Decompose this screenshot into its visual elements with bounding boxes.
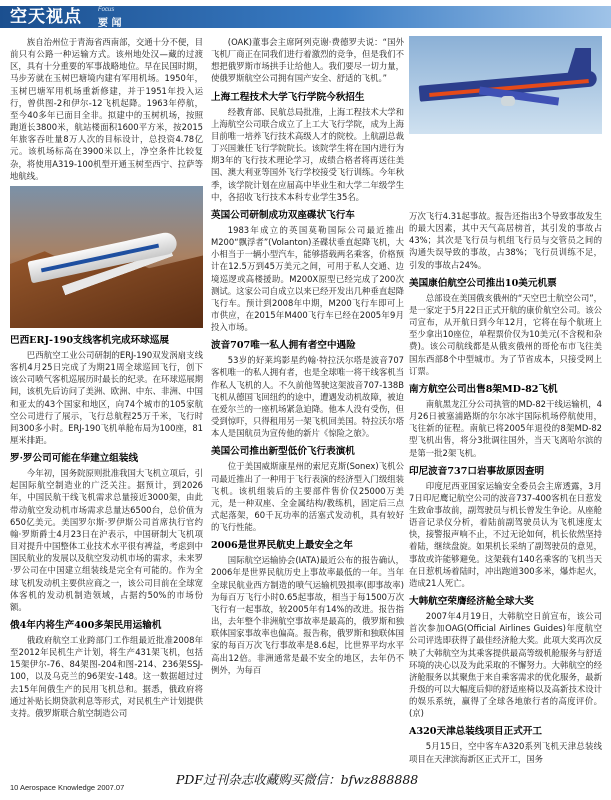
article-body: 经教育部、民航总局批准，上海工程技术大学和上海航空公司联合成立了上工大飞行学院，成为上海目前唯一培养飞行技术高级人才的院校。上航副总裁丁兴国兼任飞行学院院长。该院学生将在国内进行为期3年的飞行技术理论学习，成绩合格者将再送往美国、澳大利亚等国外飞行学校接受飞行训练。今年秋季，该学院计划在应届高中毕业生和大学二年级学生中，各招收飞行技术本科专业学生35名。 xyxy=(211,106,404,202)
article-heading: 巴西ERJ-190支线客机完成环球巡展 xyxy=(10,334,169,346)
article-body: 巴西航空工业公司研制的ERJ-190双发涡扇支线客机4月25日完成了为期21周全球巡回飞行，创下该公司喷气客机巡展历时最长的纪录。在环球巡展期间，该机先后访问了美洲、欧洲、中东、非洲、中国和亚太的43个国家和地区，向74个城市的105家航空公司进行了展示，飞行总航程25万千米，飞行时间300多小时。ERJ-190飞机单舱布局为100座，81厘米排距。 xyxy=(10,349,203,445)
article-heading: A320天津总装线项目正式开工 xyxy=(409,726,543,738)
article-heading: 波音707唯一私人拥有者空中遇险 xyxy=(211,340,356,352)
column-1 xyxy=(10,36,203,719)
article-body: 国际航空运输协会(IATA)最近公布的报告确认，2006年是世界民航历史上事故率最低的一年。当年全球民航业西方制造的喷气运输机毁损率(即事故率)为每百万飞行小时0.65起事故，相当于每1500万次飞行有一起事故，较2005年有14%的改进。报告指出，去年整个非洲航空事故率是最高的，俄罗斯和独联体国家事故率也偏高。报告称，俄罗斯和独联体国家的每百万次飞行事故率是8.6起，比世界平均水平高出12倍。非洲通常是最不安全的地区，去年仍不例外，为每百 xyxy=(211,555,404,675)
article-body: 总部设在美国俄亥俄州的“天空巴士航空公司”，是一家定于5月22日正式开航的康价航空公司。该公司宣布，从开航日到今年12月，它将在每个航班上至少拿出10座位，单程票价仅为10美元(不含税和杂费)。该公司航线都是从俄亥俄州的哥伦布市飞往美国东西部8个中型城市。为了节省成本，只接受网上订票。 xyxy=(409,292,602,376)
article-body: 53岁的好莱坞影星约翰·特拉沃尔塔是波音707客机唯一的私人拥有者，也是全球唯一将干线客机当作私人飞机的人。不久前他驾驶这架波音707-138B飞机从德国飞回纽约的途中，遭遇发动机故障，被迫在爱尔兰的一座机场紧急迫降。他本人没有受伤，但受到惊吓，只得租用另一架飞机回美国。特拉沃尔塔本人是国航员为宣传他的新片《惊险之旅》。 xyxy=(211,355,404,439)
article-heading: 英国公司研制成功双座碟状飞行车 xyxy=(211,209,355,221)
article-continued: 族自治州位于青海省西南部，交通十分不便，目前只有公路一种运输方式。该州地处汉—藏的过渡区，具有十分重要的军事战略地位。早在民国时期，马步芳就在玉树巴塘境内建有军用机场。1950年，玉树巴塘军用机场重新修建，并于1951年投入运行，曾供图-2和伊尔-12飞机起降。1963年停航，至今40多年已面目全非。拟建中的玉树机场，按照跑道长3800米，航站楼面积1600平方米，按2015年旅客吞吐量8万人次的目标设计，总投资4.78亿元。该机场标高在3900米以上，净空条件比较复杂，将使用A319-100机型开通玉树至西宁、拉萨等地航线。 xyxy=(10,37,203,181)
section-header xyxy=(0,0,611,30)
article-heading: 俄4年内将生产400多架民用运输机 xyxy=(10,620,162,631)
erj190-photo xyxy=(10,186,203,328)
column-2 xyxy=(211,36,404,676)
article-body: 2007年4月19日，大韩航空日前宣布，该公司首次参加OAG(Official Airlines Guides)年度航空公司评选即获得了最佳经济舱大奖。此项大奖再次反映了大韩航空为其乘客提供最高等级机舱服务与舒适环境的决心以及为此采取的不懈努力。大韩航空的经济舱服务以其聚焦于来自乘客需求的优化服务，最新升级的可以大幅度后仰的舒适座椅以及高新技术设计的娱乐系统，赢得了全球各地旅行者的高度评价。(京) xyxy=(409,611,602,719)
header-bar xyxy=(0,6,611,28)
article-body: 南航黑龙江分公司执管的MD-82干线运输机，4月26日被塞浦路斯的尔尔冰宇国际机场停航使用，飞往新的征程。南航已将2005年退役的8架MD-82型飞机出售，将分3批调往国外，当天飞离哈尔滨的是第一批2架飞机。 xyxy=(409,398,602,458)
article-heading: 上海工程技术大学飞行学院今秋招生 xyxy=(211,91,365,103)
article-body: 1983年成立的英国莫勒国际公司最近推出M200“飘浮者”(Volanton)圣碟状垂直起降飞机，大小相当于一辆小型汽车，能够搭载两名乘客，价格预计在12.5万到45万美元之间，可用于私人交通、边境巡逻或高楼援助。M200X原型已经完成了200次测试。这家公司自成立以来已经开发出几种垂直起降飞行车。预计到2008年中期，M200飞行车即可上市供应，在2015年M400飞行车已经在2005年9月投入市场。 xyxy=(211,224,404,333)
article-heading: 美国公司推出新型低价飞行表演机 xyxy=(211,446,355,458)
article-heading: 大韩航空荣膺经济舱全球大奖 xyxy=(409,596,534,608)
article-body: 5月15日，空中客车A320系列飞机天津总装线项目在天津滨海新区正式开工，国务 xyxy=(409,741,602,764)
watermark-text: PDF过刊杂志收藏购买微信：bfwz888888 xyxy=(176,772,419,787)
article-continued: (OAK)董事会主席阿列克谢·费德罗夫说：“国外飞机厂商正在同我们进行着激烈的竞争，但是我们不想把俄罗斯市场拱手让给他人。我们要尽一切力量，使俄罗斯航空公司拥有国产安全、舒适的飞机。” xyxy=(211,37,404,84)
airliner-photo xyxy=(409,36,602,134)
column-3 xyxy=(409,210,602,765)
section-subtitle-en: Focus xyxy=(98,7,115,13)
article-heading: 罗·罗公司可能在华建立组装线 xyxy=(10,453,139,465)
article-continued: 万次飞行4.31起事故。报告还指出3个导致事故发生的最大因素，其中天气高居榜首，其引发的事故占43%；其次是飞行员与机组飞行员与交管员之间的沟通失误导致的事故，占38%；飞行员训练不足，引发的事故占24%。 xyxy=(409,211,602,270)
section-title: 空天视点 xyxy=(10,7,82,27)
article-heading: 印尼波音737口岩事故原因查明 xyxy=(409,465,545,477)
article-body: 俄政府航空工业跨部门工作组最近批准2008年至2012年民机生产计划，将生产431架飞机，包括15架伊尔-76、84架图-204和图-214、236架SSJ-100，以及乌克兰的96架安-148。这一数据超过过去15年间俄生产的民用飞机总和。据悉，俄政府将通过补贴长期贷款利息等形式，对民机生产计划提供支持。俄罗斯联合航空制造公司 xyxy=(10,635,203,718)
article-heading: 2006是世界民航史上最安全之年 xyxy=(211,540,353,552)
article-heading: 南方航空公司出售8架MD-82飞机 xyxy=(409,383,558,395)
section-subtitle: 要 闻 xyxy=(98,18,122,29)
article-body: 今年初，国务院原则批准我国大飞机立项后，引起国际航空制造业的广泛关注。据预计，到2026年，中国民航干线飞机需求总量接近3000架，由此带动航空发动机市场需求总量达6500台，总价值为650亿美元。美国罗尔斯·罗伊斯公司首席执行官约翰·罗斯爵士4月23日在沪表示，中国研制大飞机项目对提升中国整体工业技术水平很有裨益，考虑到中国民航业的发展以及航空发动机市场的需求，未来罗·罗公司在中国建立组装线是完全有可能的。作为全球飞机发动机主要供应商之一，该公司目前在全球宽体客机的发动机制造领域，占据约50%的市场份额。 xyxy=(10,468,203,612)
article-body: 位于美国威斯康星州的索尼克斯(Sonex)飞机公司最近推出了一种用于飞行表演的经济型入门级组装飞机。该机组装后的主要部件售价仅25000万美元，是一种双座、全金属结构/教练机，固定后三点式起落架，60千瓦功率的活塞式发动机，具有较好的飞行性能。 xyxy=(211,461,404,533)
article-heading: 美国康伯航空公司推出10美元机票 xyxy=(409,277,557,289)
page-footer: 10 Aerospace Knowledge 2007.07 xyxy=(10,783,125,792)
article-body: 印度尼西亚国家运输安全委员会主席透露，3月7日印尼鹰记航空公司的波音737-400客机在日惹发生致命事故前，副驾驶员与机长曾发生争论。从座舱语音记录仪分析，着陆前副驾驶员认为飞机速度太快，接警报声响不止，不过无论如何，机长依然坚持着陆，继续盘旋。如果机长采纳了副驾驶员的意见，事故或许能够避免。这架载有140名乘客的飞机当天在日惹机场着陆时，冲出跑道300多米，爆炸起火，造成21人死亡。 xyxy=(409,480,602,588)
